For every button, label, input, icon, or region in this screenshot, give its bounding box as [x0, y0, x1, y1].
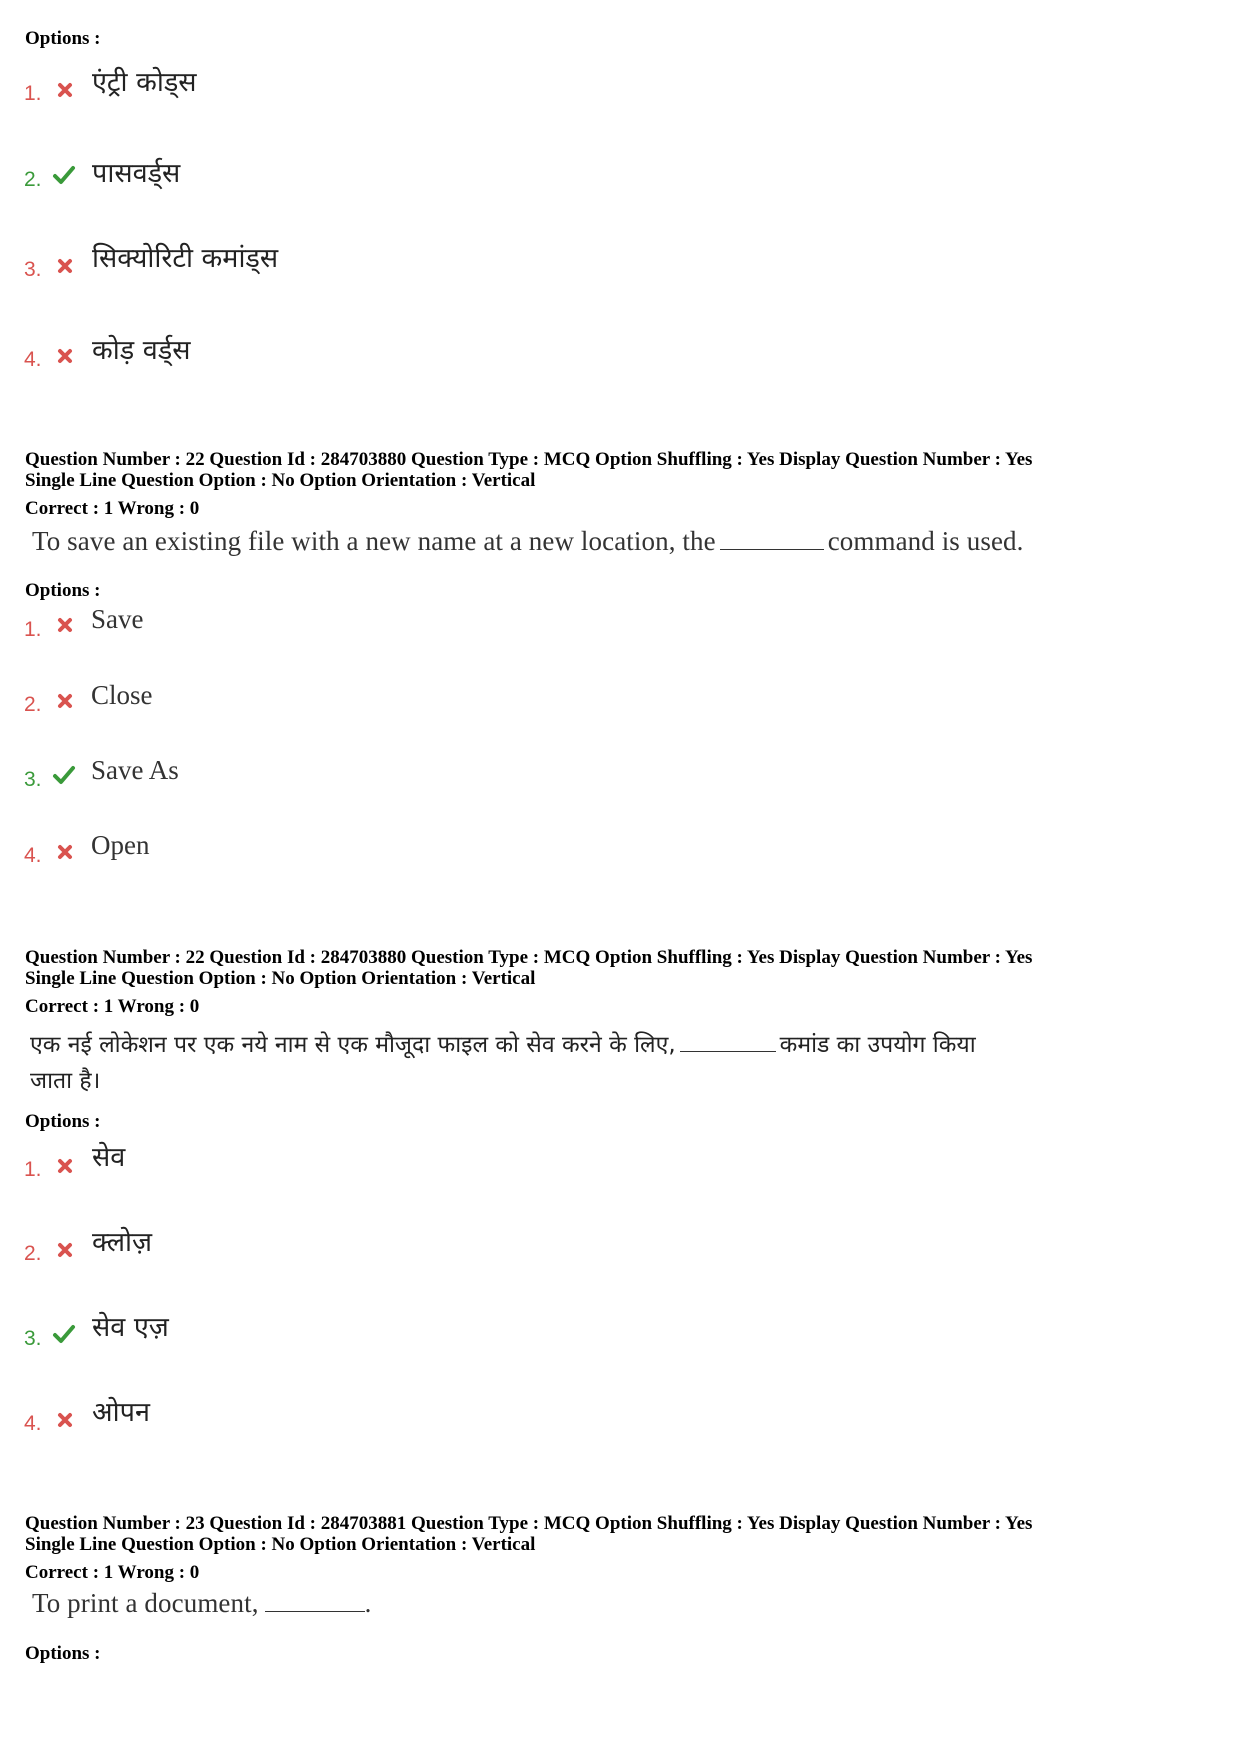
option-number: 3. [24, 258, 42, 281]
question-meta-line1: Question Number : 23 Question Id : 284703881 Question Type : MCQ Option Shuffling : Yes Display Question Number : Yes [25, 1513, 1033, 1534]
option-number: 2. [24, 168, 42, 191]
score-line: Correct : 1 Wrong : 0 [25, 996, 200, 1017]
score-line: Correct : 1 Wrong : 0 [25, 1562, 200, 1583]
answer-blank [720, 548, 824, 550]
question-meta-line2: Single Line Question Option : No Option Orientation : Vertical [25, 968, 536, 989]
check-icon [52, 1323, 76, 1345]
cross-icon [55, 1410, 75, 1430]
option-number: 4. [24, 348, 42, 371]
options-label: Options : [25, 28, 101, 49]
option-text: सेव एज़ [92, 1312, 169, 1343]
question-text-part: command is used. [827, 526, 1024, 556]
question-text [32, 526, 1024, 557]
option-text: ओपन [92, 1397, 150, 1428]
question-text [32, 1588, 371, 1619]
option-text: कोड़ वर्ड्स [92, 335, 191, 366]
question-text-part: To save an existing file with a new name at a new location, the [32, 526, 716, 556]
question-text [30, 1027, 1210, 1099]
option-number: 2. [24, 693, 42, 716]
option-number: 3. [24, 768, 42, 791]
cross-icon [55, 842, 75, 862]
option-text: सिक्योरिटी कमांड्स [92, 243, 279, 274]
cross-icon [55, 80, 75, 100]
option-text: Save [91, 604, 144, 634]
option-text: पासवर्ड्स [92, 158, 181, 189]
cross-icon [55, 1240, 75, 1260]
option-text: Close [91, 680, 153, 710]
option-number: 2. [24, 1242, 42, 1265]
cross-icon [55, 691, 75, 711]
option-text: सेव [92, 1142, 126, 1173]
option-text: Save As [91, 755, 179, 785]
option-number: 4. [24, 1412, 42, 1435]
answer-blank [680, 1050, 776, 1052]
options-label: Options : [25, 1643, 101, 1664]
cross-icon [55, 256, 75, 276]
option-text: एंट्री कोड्स [92, 67, 197, 98]
option-number: 1. [24, 1158, 42, 1181]
option-text: क्लोज़ [92, 1227, 153, 1258]
question-meta-line2: Single Line Question Option : No Option Orientation : Vertical [25, 1534, 536, 1555]
question-text-part: एक नई लोकेशन पर एक नये नाम से एक मौजूदा फाइल को सेव करने के लिए, [30, 1032, 676, 1058]
question-meta-line1: Question Number : 22 Question Id : 284703880 Question Type : MCQ Option Shuffling : Yes Display Question Number : Yes [25, 449, 1033, 470]
score-line: Correct : 1 Wrong : 0 [25, 498, 200, 519]
question-text-part: कमांड का उपयोग किया [779, 1032, 976, 1058]
question-meta-line1: Question Number : 22 Question Id : 284703880 Question Type : MCQ Option Shuffling : Yes Display Question Number : Yes [25, 947, 1033, 968]
options-label: Options : [25, 1111, 101, 1132]
question-text-part: जाता है। [30, 1068, 101, 1094]
option-text: Open [91, 830, 150, 860]
check-icon [52, 164, 76, 186]
cross-icon [55, 1156, 75, 1176]
options-label: Options : [25, 580, 101, 601]
option-number: 3. [24, 1327, 42, 1350]
answer-blank [265, 1610, 365, 1612]
check-icon [52, 764, 76, 786]
question-text-part: To print a document, [32, 1588, 259, 1618]
cross-icon [55, 615, 75, 635]
option-number: 4. [24, 844, 42, 867]
question-text-part: . [364, 1588, 372, 1618]
question-meta-line2: Single Line Question Option : No Option Orientation : Vertical [25, 470, 536, 491]
cross-icon [55, 346, 75, 366]
option-number: 1. [24, 618, 42, 641]
option-number: 1. [24, 82, 42, 105]
